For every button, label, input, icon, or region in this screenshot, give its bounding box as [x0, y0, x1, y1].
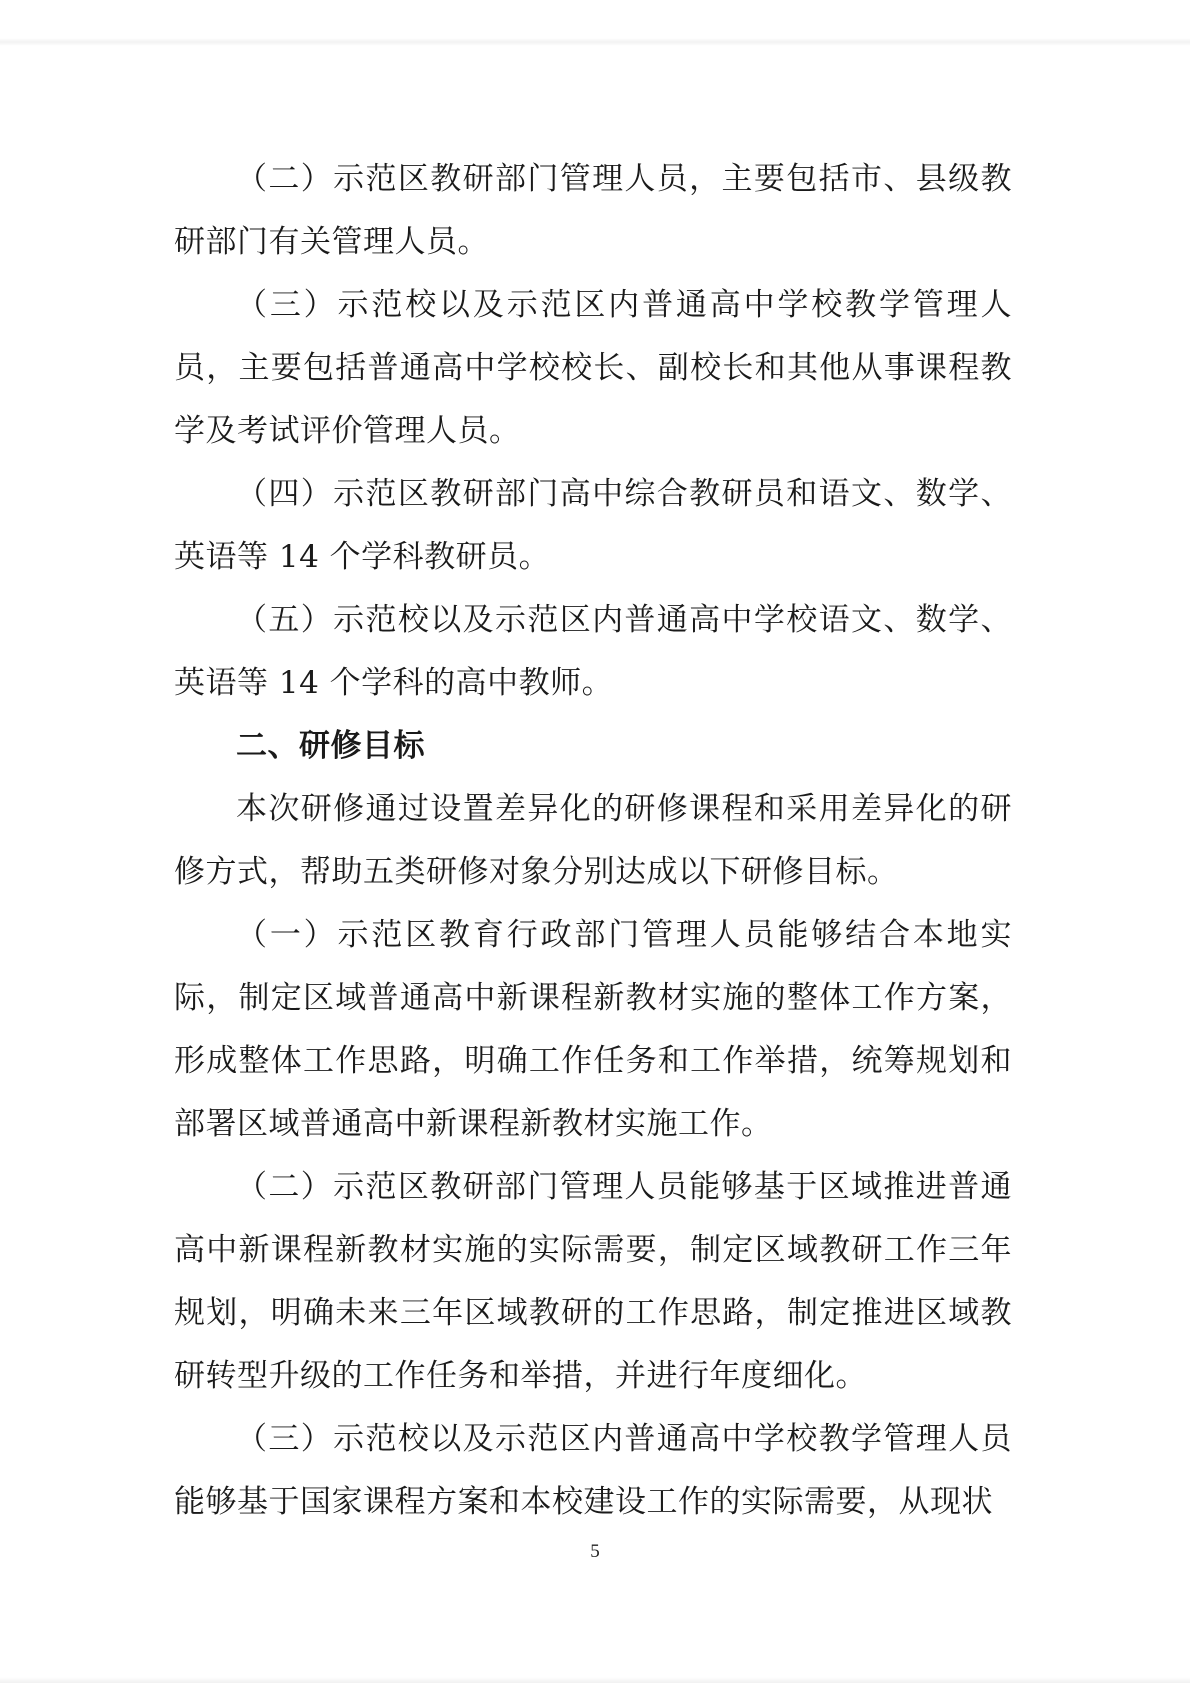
paragraph-goals-intro: 本次研修通过设置差异化的研修课程和采用差异化的研修方式，帮助五类研修对象分别达成以下研修目标。: [174, 791, 1012, 890]
scan-edge-bottom: [0, 1677, 1190, 1683]
paragraph-goal-admin-managers: （一）示范区教育行政部门管理人员能够结合本地实际，制定区域普通高中新课程新教材实施的整体工作方案，形成整体工作思路，明确工作任务和工作举措，统筹规划和部署区域普通高中新课程新教材实施工作。: [174, 917, 1012, 1142]
paragraph-district-researchers: （四）示范区教研部门高中综合教研员和语文、数学、英语等 14 个学科教研员。: [174, 476, 1012, 575]
page-number: 5: [590, 1541, 600, 1562]
paragraph-goal-research-managers: （二）示范区教研部门管理人员能够基于区域推进普通高中新课程新教材实施的实际需要，制定区域教研工作三年规划，明确未来三年区域教研的工作思路，制定推进区域教研转型升级的工作任务和举措，并进行年度细化。: [174, 1169, 1012, 1394]
paragraph-school-teaching-managers: （三）示范校以及示范区内普通高中学校教学管理人员，主要包括普通高中学校校长、副校长和其他从事课程教学及考试评价管理人员。: [174, 287, 1012, 449]
scan-edge-top: [0, 38, 1190, 46]
page-body: [174, 148, 1012, 1534]
paragraph-district-research-managers: （二）示范区教研部门管理人员，主要包括市、县级教研部门有关管理人员。: [174, 161, 1012, 260]
paragraph-goal-school-managers: （三）示范校以及示范区内普通高中学校教学管理人员能够基于国家课程方案和本校建设工作的实际需要，从现状: [174, 1421, 1012, 1520]
section-heading-training-goals: 二、研修目标: [236, 728, 425, 764]
paragraph-high-school-teachers: （五）示范校以及示范区内普通高中学校语文、数学、英语等 14 个学科的高中教师。: [174, 602, 1012, 701]
